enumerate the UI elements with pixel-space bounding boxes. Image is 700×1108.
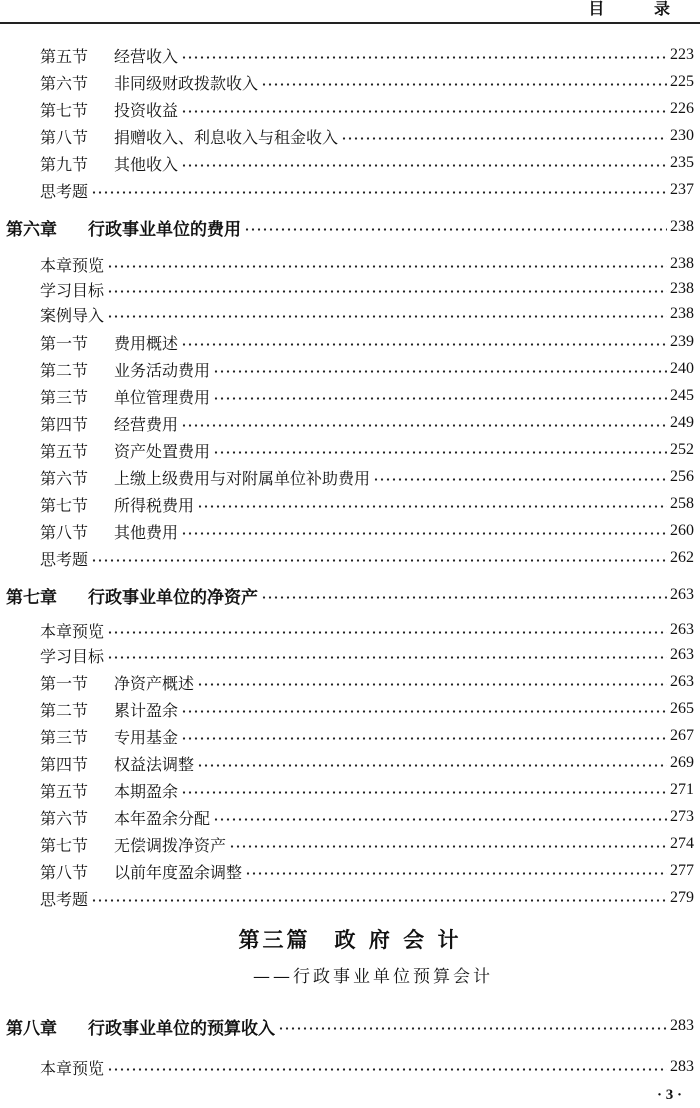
toc-entry-number: 第七节 — [40, 835, 89, 855]
dot-leader — [229, 845, 667, 848]
toc-entry-number: 第八节 — [40, 522, 89, 542]
toc-entry-number: 第七章 — [6, 587, 57, 608]
toc-section-row — [0, 832, 694, 856]
toc-entry-number: 第二节 — [40, 360, 89, 380]
toc-entry-page: 237 — [670, 181, 694, 198]
dot-leader — [197, 505, 667, 508]
toc-entry-page: 283 — [670, 1058, 694, 1075]
toc-entry-page: 267 — [670, 727, 694, 744]
toc-entry-page: 274 — [670, 835, 694, 852]
dot-leader — [91, 899, 667, 902]
toc-entry-number: 第一节 — [40, 673, 89, 693]
dot-leader — [107, 265, 667, 268]
toc-section-row — [0, 302, 694, 326]
toc-entry-number: 第七节 — [40, 495, 89, 515]
dot-leader — [244, 228, 667, 231]
toc-section-row — [0, 277, 694, 301]
dot-leader — [181, 110, 667, 113]
toc-entry-page: 263 — [670, 621, 694, 638]
toc-entry-title: 其他收入 — [114, 154, 179, 174]
dot-leader — [197, 683, 667, 686]
dot-leader — [278, 1027, 667, 1030]
toc-entry-page: 283 — [670, 1017, 694, 1034]
toc-section-row — [0, 151, 694, 175]
toc-entry-page: 230 — [670, 127, 694, 144]
toc-entry-title: 思考题 — [40, 549, 89, 569]
toc-entry-number: 第九节 — [40, 154, 89, 174]
toc-entry-title: 思考题 — [40, 889, 89, 909]
part-subtitle: ——行政事业单位预算会计 — [253, 967, 493, 987]
toc-entry-title: 案例导入 — [40, 305, 105, 325]
toc-entry-title: 其他费用 — [114, 522, 179, 542]
toc-entry-number: 第六章 — [6, 219, 57, 240]
toc-entry-page: 239 — [670, 333, 694, 350]
toc-section-row — [0, 859, 694, 883]
toc-entry-page: 249 — [670, 414, 694, 431]
toc-section-row — [0, 546, 694, 570]
toc-section-row — [0, 618, 694, 642]
dot-leader — [213, 370, 667, 373]
toc-entry-title: 资产处置费用 — [114, 441, 211, 461]
toc-entry-title: 思考题 — [40, 181, 89, 201]
dot-leader — [213, 818, 667, 821]
toc-entry-page: 238 — [670, 255, 694, 272]
toc-entry-number: 第一节 — [40, 333, 89, 353]
dot-leader — [181, 56, 667, 59]
toc-section-row — [0, 252, 694, 276]
toc-section-row — [0, 124, 694, 148]
dot-leader — [181, 532, 667, 535]
toc-entry-page: 269 — [670, 754, 694, 771]
dot-leader — [107, 656, 667, 659]
toc-entry-title: 本期盈余 — [114, 781, 179, 801]
toc-section-row — [0, 778, 694, 802]
toc-chapter-row — [0, 1014, 694, 1038]
toc-entry-page: 225 — [670, 73, 694, 90]
toc-entry-number: 第三节 — [40, 387, 89, 407]
toc-entry-number: 第六节 — [40, 808, 89, 828]
toc-section-row — [0, 43, 694, 67]
toc-entry-title: 以前年度盈余调整 — [114, 862, 243, 882]
dot-leader — [107, 315, 667, 318]
toc-entry-number: 第六节 — [40, 73, 89, 93]
toc-entry-title: 所得税费用 — [114, 495, 195, 515]
running-header-title: 目 录 — [588, 0, 692, 18]
toc-entry-title: 学习目标 — [40, 646, 105, 666]
toc-entry-page: 263 — [670, 586, 694, 603]
part-title: 第三篇 政 府 会 计 — [238, 928, 462, 952]
toc-entry-title: 无偿调拨净资产 — [114, 835, 227, 855]
toc-entry-page: 235 — [670, 154, 694, 171]
dot-leader — [107, 1068, 667, 1071]
toc-entry-title: 行政事业单位的净资产 — [88, 587, 258, 608]
toc-entry-title: 捐赠收入、利息收入与租金收入 — [114, 127, 339, 147]
toc-section-row — [0, 97, 694, 121]
toc-section-row — [0, 1055, 694, 1079]
toc-section-row — [0, 670, 694, 694]
toc-entry-title: 费用概述 — [114, 333, 179, 353]
page-number: · 3 · — [656, 1087, 682, 1103]
toc-section-row — [0, 805, 694, 829]
toc-entry-number: 第三节 — [40, 727, 89, 747]
toc-entry-page: 226 — [670, 100, 694, 117]
toc-entry-page: 245 — [670, 387, 694, 404]
toc-section-row — [0, 178, 694, 202]
toc-entry-title: 行政事业单位的费用 — [88, 219, 241, 240]
toc-section-row — [0, 70, 694, 94]
toc-entry-page: 265 — [670, 700, 694, 717]
toc-section-row — [0, 519, 694, 543]
toc-section-row — [0, 643, 694, 667]
toc-entry-title: 累计盈余 — [114, 700, 179, 720]
toc-entry-title: 经营费用 — [114, 414, 179, 434]
dot-leader — [373, 478, 667, 481]
dot-leader — [181, 791, 667, 794]
toc-entry-title: 经营收入 — [114, 46, 179, 66]
dot-leader — [91, 191, 667, 194]
toc-section-row — [0, 384, 694, 408]
dot-leader — [181, 737, 667, 740]
toc-section-row — [0, 492, 694, 516]
dot-leader — [245, 872, 667, 875]
toc-entry-title: 净资产概述 — [114, 673, 195, 693]
toc-section-row — [0, 330, 694, 354]
toc-entry-title: 单位管理费用 — [114, 387, 211, 407]
toc-entry-page: 240 — [670, 360, 694, 377]
toc-entry-number: 第七节 — [40, 100, 89, 120]
dot-leader — [181, 164, 667, 167]
header-rule — [0, 22, 700, 24]
toc-entry-number: 第八章 — [6, 1018, 57, 1039]
toc-entry-page: 277 — [670, 862, 694, 879]
dot-leader — [213, 397, 667, 400]
toc-entry-number: 第八节 — [40, 127, 89, 147]
toc-section-row — [0, 438, 694, 462]
toc-entry-title: 专用基金 — [114, 727, 179, 747]
toc-entry-title: 上缴上级费用与对附属单位补助费用 — [114, 468, 371, 488]
toc-entry-title: 行政事业单位的预算收入 — [88, 1018, 275, 1039]
toc-section-row — [0, 411, 694, 435]
dot-leader — [91, 559, 667, 562]
toc-entry-page: 238 — [670, 305, 694, 322]
toc-entry-page: 238 — [670, 280, 694, 297]
toc-entry-page: 279 — [670, 889, 694, 906]
toc-entry-number: 第四节 — [40, 754, 89, 774]
toc-section-row — [0, 465, 694, 489]
toc-section-row — [0, 886, 694, 910]
toc-chapter-row — [0, 583, 694, 607]
toc-entry-number: 第五节 — [40, 441, 89, 461]
toc-entry-page: 223 — [670, 46, 694, 63]
toc-entry-page: 262 — [670, 549, 694, 566]
toc-entry-page: 263 — [670, 673, 694, 690]
toc-entry-title: 本年盈余分配 — [114, 808, 211, 828]
toc-entry-number: 第二节 — [40, 700, 89, 720]
toc-entry-page: 263 — [670, 646, 694, 663]
dot-leader — [197, 764, 667, 767]
toc-entry-title: 本章预览 — [40, 1058, 105, 1078]
dot-leader — [107, 631, 667, 634]
toc-section-row — [0, 357, 694, 381]
toc-entry-title: 本章预览 — [40, 621, 105, 641]
toc-section-row — [0, 751, 694, 775]
toc-entry-number: 第五节 — [40, 46, 89, 66]
toc-entry-page: 256 — [670, 468, 694, 485]
toc-entry-title: 投资收益 — [114, 100, 179, 120]
toc-section-row — [0, 697, 694, 721]
dot-leader — [341, 137, 667, 140]
toc-entry-number: 第八节 — [40, 862, 89, 882]
dot-leader — [261, 83, 667, 86]
dot-leader — [107, 290, 667, 293]
toc-section-row — [0, 724, 694, 748]
dot-leader — [213, 451, 667, 454]
toc-entry-title: 学习目标 — [40, 280, 105, 300]
dot-leader — [181, 424, 667, 427]
dot-leader — [181, 343, 667, 346]
toc-entry-title: 权益法调整 — [114, 754, 195, 774]
toc-entry-page: 258 — [670, 495, 694, 512]
toc-entry-page: 238 — [670, 218, 694, 235]
toc-entry-number: 第五节 — [40, 781, 89, 801]
toc-chapter-row — [0, 215, 694, 239]
dot-leader — [181, 710, 667, 713]
toc-entry-title: 本章预览 — [40, 255, 105, 275]
toc-entry-page: 260 — [670, 522, 694, 539]
toc-entry-page: 271 — [670, 781, 694, 798]
toc-entry-number: 第四节 — [40, 414, 89, 434]
dot-leader — [261, 596, 667, 599]
toc-entry-page: 252 — [670, 441, 694, 458]
toc-entry-number: 第六节 — [40, 468, 89, 488]
toc-entry-title: 非同级财政拨款收入 — [114, 73, 259, 93]
toc-entry-page: 273 — [670, 808, 694, 825]
toc-entry-title: 业务活动费用 — [114, 360, 211, 380]
